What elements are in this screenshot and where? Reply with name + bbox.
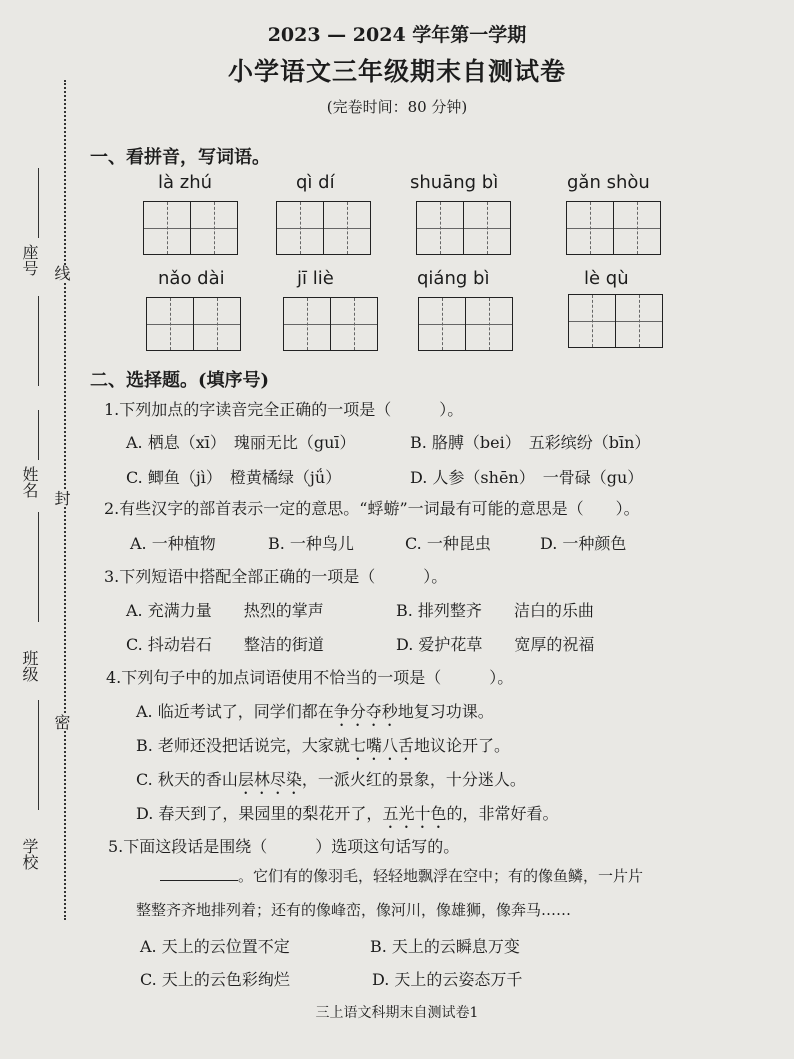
writing-box-1[interactable]	[143, 201, 238, 255]
writing-box-2[interactable]	[276, 201, 371, 255]
q5-option-c[interactable]: C. 天上的云色彩绚烂	[140, 970, 290, 989]
q2-option-b[interactable]: B. 一种鸟儿	[268, 534, 354, 553]
school-label: 学校	[20, 838, 39, 870]
name-fill-line[interactable]	[38, 410, 39, 460]
q5-stem: 5.下面这段话是围绕（ ）选项这句话写的。	[108, 837, 460, 856]
q3-option-d[interactable]: D. 爱护花草 宽厚的祝福	[396, 635, 595, 654]
q5-answer-blank[interactable]	[160, 866, 238, 881]
q5-option-b[interactable]: B. 天上的云瞬息万变	[370, 937, 520, 956]
q4-d-post: 的，非常好看。	[446, 804, 559, 823]
writing-box-7[interactable]	[418, 297, 513, 351]
writing-box-6[interactable]	[283, 297, 378, 351]
seat-fill-line[interactable]	[38, 168, 39, 238]
pinyin-7: qiáng bì	[417, 268, 490, 289]
q3-option-a[interactable]: A. 充满力量 热烈的掌声	[126, 601, 324, 620]
q4-b-post: 地议论开了。	[413, 736, 510, 755]
q4-option-c[interactable]	[136, 767, 526, 798]
q2-option-d[interactable]: D. 一种颜色	[540, 534, 627, 553]
q1-option-b[interactable]: B. 胳膊（bei） 五彩缤纷（bīn）	[410, 433, 651, 452]
q4-b-pre: B. 老师还没把话说完，大家就	[136, 736, 350, 755]
secret-mark: 密	[52, 714, 71, 730]
q3-option-c[interactable]: C. 抖动岩石 整洁的街道	[126, 635, 324, 654]
q2-stem: 2.有些汉字的部首表示一定的意思。“蜉蝣”一词最有可能的意思是（ ）。	[104, 499, 640, 518]
q4-a-dotted-word: 争分夺秒	[333, 702, 398, 721]
name-fill-line-2[interactable]	[38, 512, 39, 622]
q4-c-post: ，一派火红的景象，十分迷人。	[301, 770, 526, 789]
line-mark: 线	[52, 265, 71, 281]
writing-box-5[interactable]	[146, 297, 241, 351]
q4-b-dotted-word: 七嘴八舌	[349, 736, 414, 755]
seat-fill-line-2[interactable]	[38, 296, 39, 386]
pinyin-5: nǎo dài	[158, 268, 225, 289]
q2-option-c[interactable]: C. 一种昆虫	[405, 534, 491, 553]
q1-option-c[interactable]: C. 鲫鱼（jì） 橙黄橘绿（jǘ）	[126, 468, 342, 487]
page-footer: 三上语文科期末自测试卷1	[315, 1005, 479, 1021]
section1-heading: 一、看拼音，写词语。	[90, 147, 270, 168]
pinyin-2: qì dí	[296, 172, 335, 193]
class-fill-line[interactable]	[38, 700, 39, 810]
q4-d-pre: D. 春天到了，果园里的梨花开了，	[136, 804, 383, 823]
q4-option-a[interactable]	[136, 699, 494, 730]
seal-mark: 封	[52, 490, 71, 506]
q1-stem: 1.下列加点的字读音完全正确的一项是（ ）。	[104, 400, 464, 419]
pinyin-4: gǎn shòu	[567, 172, 650, 193]
pinyin-8: lè qù	[584, 268, 629, 289]
writing-box-3[interactable]	[416, 201, 511, 255]
pinyin-6: jī liè	[297, 268, 334, 289]
pinyin-3: shuāng bì	[410, 172, 499, 193]
q4-c-dotted-word: 层林尽染	[237, 770, 302, 789]
q1-option-d[interactable]: D. 人参（shēn） 一骨碌（gu）	[410, 468, 644, 487]
q5-passage-line1	[160, 865, 643, 886]
q4-c-pre: C. 秋天的香山	[136, 770, 238, 789]
writing-box-8[interactable]	[568, 294, 663, 348]
q2-option-a[interactable]: A. 一种植物	[130, 534, 216, 553]
q5-option-d[interactable]: D. 天上的云姿态万千	[372, 970, 523, 989]
q4-a-pre: A. 临近考试了，同学们都在	[136, 702, 334, 721]
q4-option-d[interactable]	[136, 801, 558, 832]
q4-option-b[interactable]	[136, 733, 510, 764]
exam-year-title: 2023 — 2024 学年第一学期	[267, 24, 527, 46]
q5-passage-line2: 整整齐齐地排列着；还有的像峰峦，像河川，像雄狮，像奔马……	[136, 901, 572, 919]
class-label: 班级	[20, 650, 39, 682]
q5-passage-text1: 。它们有的像羽毛，轻轻地飘浮在空中；有的像鱼鳞，一片片	[238, 867, 644, 885]
q1-option-a[interactable]: A. 栖息（xī） 瑰丽无比（guī）	[126, 433, 356, 452]
name-label: 姓名	[20, 466, 39, 498]
q4-stem: 4.下列句子中的加点词语使用不恰当的一项是（ ）。	[106, 668, 514, 687]
q4-a-post: 地复习功课。	[397, 702, 494, 721]
writing-box-4[interactable]	[566, 201, 661, 255]
pinyin-1: là zhú	[158, 172, 213, 193]
exam-duration: (完卷时间：80 分钟)	[326, 98, 468, 116]
q3-option-b[interactable]: B. 排列整齐 洁白的乐曲	[396, 601, 594, 620]
section2-heading: 二、选择题。(填序号)	[90, 370, 270, 391]
seat-label: 座号	[20, 244, 39, 276]
q3-stem: 3.下列短语中搭配全部正确的一项是（ ）。	[104, 567, 448, 586]
q5-option-a[interactable]: A. 天上的云位置不定	[140, 937, 290, 956]
exam-title: 小学语文三年级期末自测试卷	[227, 57, 566, 86]
q4-d-dotted-word: 五光十色	[382, 804, 447, 823]
